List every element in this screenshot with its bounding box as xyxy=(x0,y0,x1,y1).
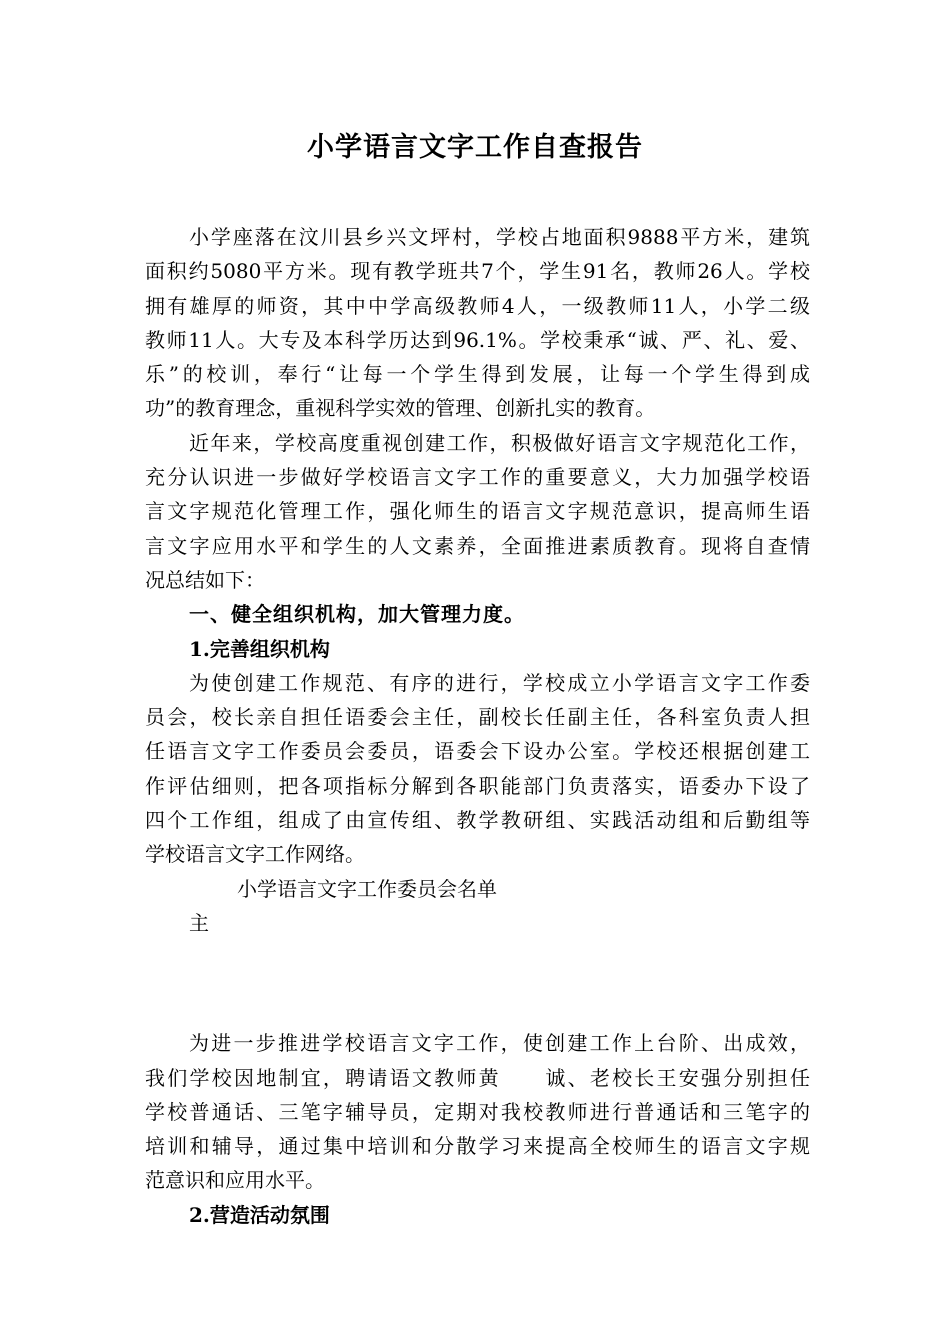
paragraph-line: 言文字规范化管理工作，强化师生的语言文字规范意识，提高师生语 xyxy=(145,499,810,524)
paragraph-line: 乐”的校训，奉行“让每一个学生得到发展，让每一个学生得到成 xyxy=(145,362,810,387)
paragraph-line: 面积约5080平方米。现有教学班共7个，学生91名，教师26人。学校 xyxy=(145,259,810,284)
paragraph-line: 言文字应用水平和学生的人文素养，全面推进素质教育。现将自查情 xyxy=(145,533,810,558)
paragraph-recent-years xyxy=(145,426,810,597)
paragraph-line: 作评估细则，把各项指标分解到各职能部门负责落实，语委办下设了 xyxy=(145,773,810,798)
paragraph-line: 功”的教育理念，重视科学实效的管理、创新扎实的教育。 xyxy=(145,396,656,421)
section-heading: 一、健全组织机构，加大管理力度。 xyxy=(189,602,525,627)
paragraph-line: 教师11人。大专及本科学历达到96.1%。学校秉承“诚、严、礼、爱、 xyxy=(145,327,810,352)
committee-list-title: 小学语言文字工作委员会名单 xyxy=(237,876,497,901)
paragraph-line: 我们学校因地制宜，聘请语文教师黄 诚、老校长王安强分别担任 xyxy=(145,1065,810,1090)
paragraph-line: 况总结如下： xyxy=(145,567,265,592)
document-title: 小学语言文字工作自查报告 xyxy=(307,132,643,163)
paragraph-line: 学校普通话、三笔字辅导员，定期对我校教师进行普通话和三笔字的 xyxy=(145,1099,810,1124)
paragraph-promotion xyxy=(145,1026,810,1197)
paragraph-line: 员会，校长亲自担任语委会主任，副校长任副主任，各科室负责人担 xyxy=(145,705,810,730)
paragraph-line: 充分认识进一步做好学校语言文字工作的重要意义，大力加强学校语 xyxy=(145,465,810,490)
blank-space xyxy=(145,940,810,1026)
subsection-heading: 1.完善组织机构 xyxy=(189,636,330,661)
subsection-heading: 2.营造活动氛围 xyxy=(189,1202,330,1227)
paragraph-line: 四个工作组，组成了由宣传组、教学教研组、实践活动组和后勤组等 xyxy=(145,808,810,833)
paragraph-line: 小学座落在汶川县乡兴文坪村，学校占地面积9888平方米，建筑 xyxy=(189,225,810,249)
paragraph-line: 近年来，学校高度重视创建工作，积极做好语言文字规范化工作， xyxy=(189,430,810,455)
paragraph-line: 为使创建工作规范、有序的进行，学校成立小学语言文字工作委 xyxy=(189,670,810,695)
paragraph-line: 学校语言文字工作网络。 xyxy=(145,842,365,867)
paragraph-line: 培训和辅导，通过集中培训和分散学习来提高全校师生的语言文字规 xyxy=(145,1134,810,1159)
paragraph-line: 范意识和应用水平。 xyxy=(145,1168,325,1193)
document-body xyxy=(145,220,810,1232)
paragraph-organization xyxy=(145,666,810,872)
paragraph-line: 为进一步推进学校语言文字工作，使创建工作上台阶、出成效， xyxy=(189,1031,810,1056)
paragraph-line: 任语言文字工作委员会委员，语委会下设办公室。学校还根据创建工 xyxy=(145,739,810,764)
paragraph-school-intro xyxy=(145,220,810,426)
committee-list-entry: 主 xyxy=(189,910,209,935)
paragraph-line: 拥有雄厚的师资，其中中学高级教师4人，一级教师11人，小学二级 xyxy=(145,293,810,318)
